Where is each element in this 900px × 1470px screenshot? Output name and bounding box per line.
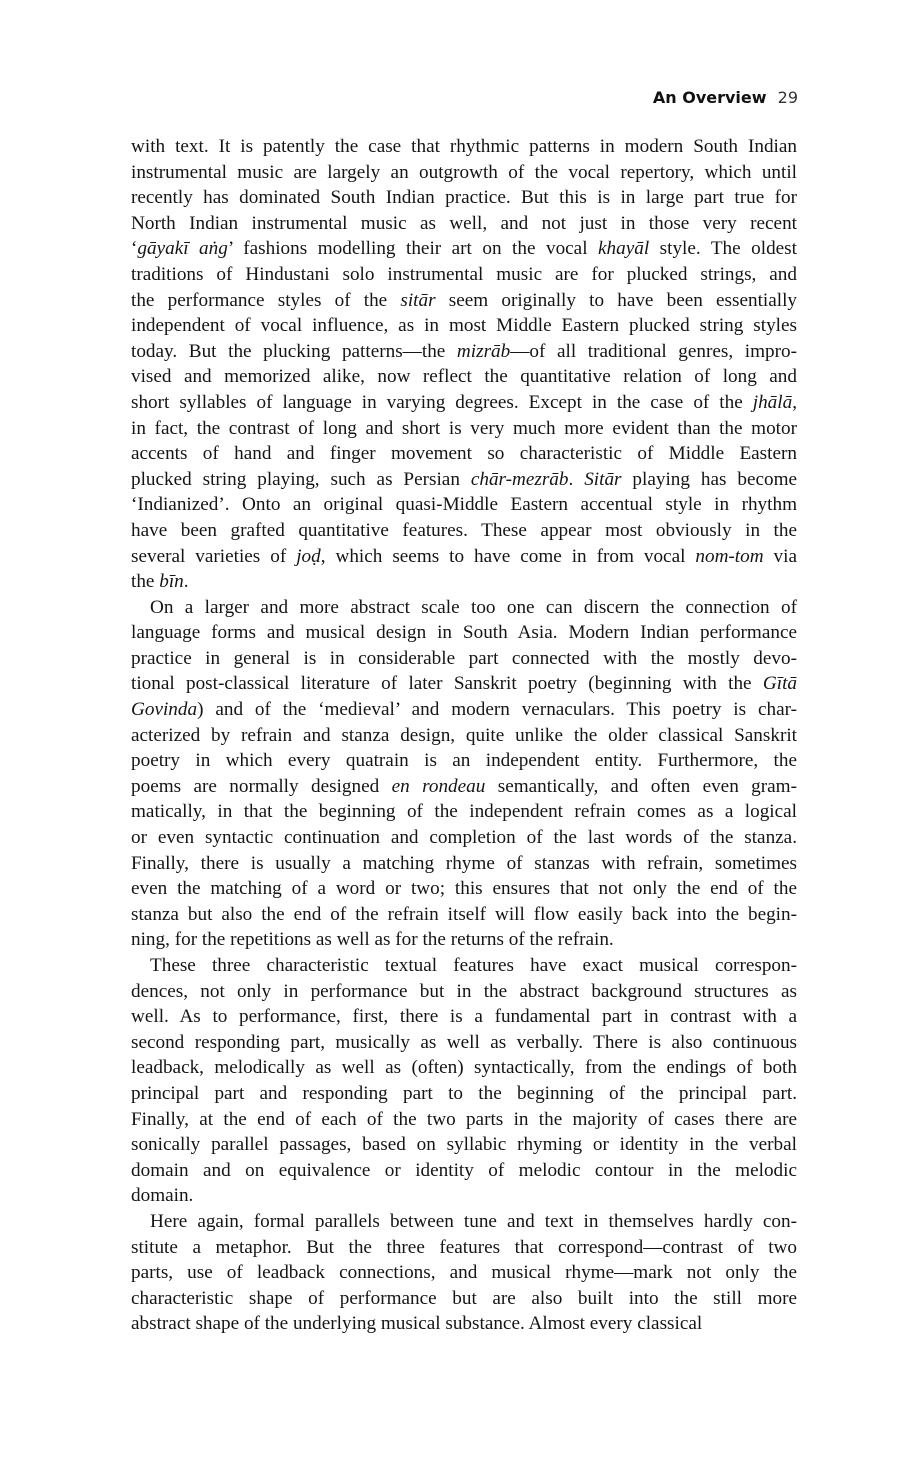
text-line bbox=[131, 1107, 797, 1133]
running-head bbox=[653, 88, 798, 107]
text-line bbox=[131, 595, 797, 621]
text-line bbox=[131, 620, 797, 646]
text-run: characteristic shape of performance but are also built into the still more bbox=[131, 1287, 797, 1309]
text-run: poems are normally designed bbox=[131, 775, 392, 797]
text-line bbox=[131, 748, 797, 774]
text-run: ‘Indianized’. Onto an original quasi-Middle Eastern accentual style in rhythm bbox=[131, 494, 797, 516]
text-line bbox=[131, 160, 797, 186]
text-line bbox=[131, 134, 797, 160]
text-run: today. But the plucking patterns—the bbox=[131, 340, 457, 362]
text-line bbox=[131, 313, 797, 339]
text-run: semantically, and often even gram- bbox=[485, 775, 798, 797]
text-line bbox=[131, 364, 797, 390]
text-line bbox=[131, 1004, 797, 1030]
text-run: seem originally to have been essentially bbox=[435, 289, 797, 311]
text-run: traditions of Hindustani solo instrumental music are for plucked strings, and bbox=[131, 263, 797, 285]
text-line bbox=[131, 544, 797, 570]
text-run: dences, not only in performance but in the abstract background structures as bbox=[131, 980, 797, 1002]
text-line bbox=[131, 211, 797, 237]
text-line bbox=[131, 492, 797, 518]
text-run: tional post-classical literature of later Sanskrit poetry (beginning with the bbox=[131, 673, 763, 695]
text-run: vised and memorized alike, now reflect the quantitative relation of long and bbox=[131, 366, 797, 388]
italic-term: nom-tom bbox=[695, 545, 764, 567]
text-run: leadback, melodically as well as (often) syntactically, from the endings of both bbox=[131, 1057, 797, 1079]
text-line bbox=[131, 262, 797, 288]
text-run: matically, in that the beginning of the independent refrain comes as a logical bbox=[131, 801, 797, 823]
text-run: stanza but also the end of the refrain itself will flow easily back into the begin- bbox=[131, 903, 797, 925]
text-run: domain and on equivalence or identity of melodic contour in the melodic bbox=[131, 1159, 797, 1181]
text-run: language forms and musical design in South Asia. Modern Indian performance bbox=[131, 622, 797, 644]
italic-term: khayāl bbox=[598, 238, 650, 260]
text-line bbox=[131, 390, 797, 416]
text-run: have been grafted quantitative features. These appear most obviously in the bbox=[131, 519, 797, 541]
text-line bbox=[131, 236, 797, 262]
text-line bbox=[131, 851, 797, 877]
text-run: independent of vocal influence, as in most Middle Eastern plucked string styles bbox=[131, 315, 797, 337]
text-run: acterized by refrain and stanza design, quite unlike the older classical Sanskrit bbox=[131, 724, 797, 746]
italic-term: chār-mezrāb bbox=[470, 468, 569, 490]
text-run: , which seems to have come in from vocal bbox=[320, 545, 696, 567]
text-line bbox=[131, 799, 797, 825]
text-run: via bbox=[763, 545, 797, 567]
text-run: abstract shape of the underlying musical substance. Almost every classical bbox=[131, 1313, 703, 1335]
text-line bbox=[131, 646, 797, 672]
text-run: On a larger and more abstract scale too one can discern the connection of bbox=[150, 596, 797, 618]
text-run: plucked string playing, such as Persian bbox=[131, 468, 471, 490]
italic-term: Gītā bbox=[762, 673, 797, 695]
text-line bbox=[131, 876, 797, 902]
text-run: ) and of the ‘medieval’ and modern vernaculars. This poetry is char- bbox=[197, 699, 797, 721]
text-run: or even syntactic continuation and completion of the last words of the stanza. bbox=[131, 827, 797, 849]
text-line bbox=[131, 569, 797, 595]
text-line bbox=[131, 1311, 797, 1337]
text-run: principal part and responding part to the beginning of the principal part. bbox=[131, 1082, 797, 1104]
text-run: ‘ bbox=[131, 238, 138, 260]
text-line bbox=[131, 953, 797, 979]
text-line bbox=[131, 979, 797, 1005]
text-run: accents of hand and finger movement so characteristic of Middle Eastern bbox=[131, 443, 797, 465]
text-run: well. As to performance, first, there is a fundamental part in contrast with a bbox=[131, 1006, 797, 1028]
text-run: playing has become bbox=[621, 468, 798, 490]
text-run: style. The oldest bbox=[649, 238, 797, 260]
text-run: parts, use of leadback connections, and musical rhyme—mark not only the bbox=[131, 1262, 797, 1284]
text-run: even the matching of a word or two; this ensures that not only the end of the bbox=[131, 878, 797, 900]
italic-term: en rondeau bbox=[391, 775, 486, 797]
text-run: ning, for the repetitions as well as for the returns of the refrain. bbox=[131, 929, 614, 951]
paragraph bbox=[131, 595, 797, 953]
text-run: short syllables of language in varying degrees. Except in the case of the bbox=[131, 391, 753, 413]
paragraph bbox=[131, 1209, 797, 1337]
italic-term: joḍ bbox=[296, 545, 321, 567]
text-run: poetry in which every quatrain is an independent entity. Furthermore, the bbox=[131, 750, 797, 772]
page-number: 29 bbox=[777, 88, 798, 107]
text-line bbox=[131, 1132, 797, 1158]
text-line bbox=[131, 927, 797, 953]
text-run: —of all traditional genres, impro- bbox=[510, 340, 797, 362]
body-text bbox=[131, 134, 797, 1337]
text-line bbox=[131, 339, 797, 365]
text-line bbox=[131, 902, 797, 928]
text-run: stitute a metaphor. But the three features that correspond—contrast of two bbox=[131, 1236, 797, 1258]
text-line bbox=[131, 518, 797, 544]
text-line bbox=[131, 185, 797, 211]
text-run: with text. It is patently the case that rhythmic patterns in modern South Indian bbox=[131, 136, 797, 157]
text-line bbox=[131, 441, 797, 467]
text-run: instrumental music are largely an outgrowth of the vocal repertory, which until bbox=[131, 161, 797, 183]
text-run: second responding part, musically as well as verbally. There is also continuous bbox=[131, 1031, 797, 1053]
text-run: Finally, there is usually a matching rhyme of stanzas with refrain, sometimes bbox=[131, 852, 797, 874]
text-line bbox=[131, 825, 797, 851]
text-line bbox=[131, 671, 797, 697]
text-run: Here again, formal parallels between tune and text in themselves hardly con- bbox=[150, 1210, 797, 1232]
text-line bbox=[131, 1235, 797, 1261]
italic-term: sitār bbox=[400, 289, 436, 311]
text-line bbox=[131, 774, 797, 800]
text-run: ’ fashions modelling their art on the vocal bbox=[227, 238, 599, 260]
text-line bbox=[131, 1158, 797, 1184]
text-line bbox=[131, 1081, 797, 1107]
text-line bbox=[131, 697, 797, 723]
text-run: the bbox=[131, 571, 160, 593]
italic-term: jhālā bbox=[752, 391, 793, 413]
text-line bbox=[131, 1209, 797, 1235]
paragraph bbox=[131, 953, 797, 1209]
text-line bbox=[131, 467, 797, 493]
paragraph bbox=[131, 134, 797, 595]
italic-term: Sitār bbox=[584, 468, 622, 490]
text-line bbox=[131, 416, 797, 442]
text-run: . bbox=[568, 468, 585, 490]
text-run: . bbox=[183, 571, 189, 593]
text-run: practice in general is in considerable part connected with the mostly devo- bbox=[131, 647, 797, 669]
italic-term: gāyakī aṅg bbox=[137, 238, 228, 260]
italic-term: bīn bbox=[159, 571, 184, 593]
text-run: , bbox=[792, 391, 797, 413]
text-run: in fact, the contrast of long and short is very much more evident than the motor bbox=[131, 417, 797, 439]
text-run: Finally, at the end of each of the two parts in the majority of cases there are bbox=[131, 1108, 797, 1130]
italic-term: mizrāb bbox=[456, 340, 511, 362]
running-head-title: An Overview bbox=[652, 88, 767, 107]
text-run: recently has dominated South Indian practice. But this is in large part true for bbox=[131, 187, 797, 209]
text-line bbox=[131, 1286, 797, 1312]
text-line bbox=[131, 1055, 797, 1081]
text-run: several varieties of bbox=[131, 545, 297, 567]
italic-term: Govinda bbox=[131, 699, 198, 721]
text-run: North Indian instrumental music as well, and not just in those very recent bbox=[131, 212, 797, 234]
text-run: These three characteristic textual features have exact musical correspon- bbox=[150, 955, 797, 976]
text-run: the performance styles of the bbox=[131, 289, 401, 311]
text-line bbox=[131, 1183, 797, 1209]
text-line bbox=[131, 723, 797, 749]
text-run: domain. bbox=[131, 1185, 194, 1207]
text-line bbox=[131, 1260, 797, 1286]
text-line bbox=[131, 1030, 797, 1056]
text-run: sonically parallel passages, based on syllabic rhyming or identity in the verbal bbox=[131, 1134, 797, 1156]
text-line bbox=[131, 288, 797, 314]
